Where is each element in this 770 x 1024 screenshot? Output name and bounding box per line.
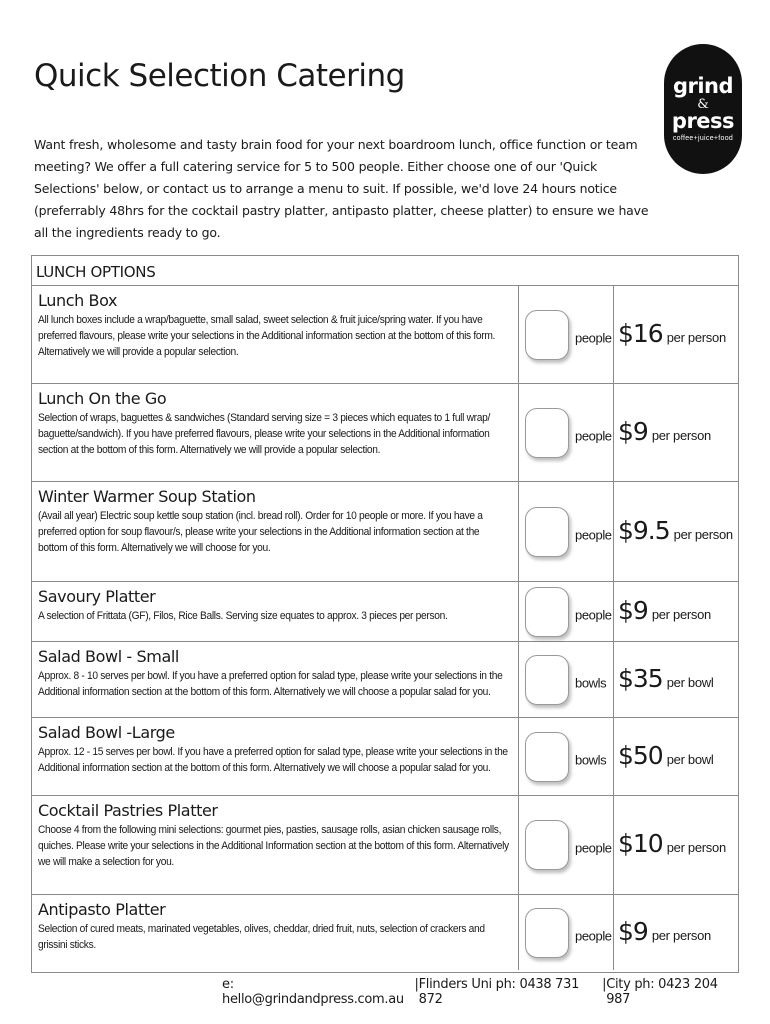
quantity-unit: people [575, 928, 612, 943]
menu-row-salad-bowl-large [32, 718, 738, 796]
quantity-input-box[interactable] [525, 507, 569, 557]
footer-uni-phone: Flinders Uni ph: 0438 731 872 [418, 977, 580, 1007]
menu-row-savoury-platter [32, 582, 738, 642]
logo-ampersand: & [697, 97, 709, 112]
footer-city-phone: City ph: 0423 204 987 [606, 977, 718, 1007]
footer-separator: | [414, 977, 419, 992]
quantity-unit: bowls [575, 675, 607, 690]
price-cell [614, 482, 738, 581]
intro-paragraph: Want fresh, wholesome and tasty brain food for your next boardroom lunch, office function or team meeting? We offer a full catering service for 5 to 500 people. Either choose one of our 'Quick Selections' below, or contact us to arrange a menu to suit. If possible, we'd love 24 hours notice (preferrably 48hrs for the cocktail pastry platter, antipasto platter, cheese platter) to ensure we have all the ingredients ready to go. [34, 137, 649, 240]
menu-row-winter-warmer-soup-station [32, 482, 738, 582]
item-name: Salad Bowl -Large [38, 723, 175, 742]
item-name: Savoury Platter [38, 587, 156, 606]
quantity-unit: people [575, 330, 612, 345]
footer-email[interactable]: e: hello@grindandpress.com.au [222, 977, 404, 1007]
quantity-input-box[interactable] [525, 310, 569, 360]
price-amount: $9 [618, 416, 648, 446]
quantity-cell [519, 582, 614, 641]
quantity-unit: bowls [575, 752, 607, 767]
item-description-cell [32, 895, 519, 970]
quantity-unit: people [575, 607, 612, 622]
price-amount: $50 [618, 740, 663, 770]
menu-row-salad-bowl-small [32, 642, 738, 718]
quantity-cell [519, 895, 614, 970]
price-amount: $9.5 [618, 515, 670, 545]
quantity-cell [519, 718, 614, 795]
quantity-cell [519, 286, 614, 383]
grind-and-press-logo [664, 44, 742, 174]
section-title: LUNCH OPTIONS [32, 256, 738, 286]
item-name: Antipasto Platter [38, 900, 166, 919]
price-cell [614, 895, 738, 970]
quantity-input-box[interactable] [525, 820, 569, 870]
price-cell [614, 796, 738, 894]
price-unit: per person [666, 329, 726, 345]
price-amount: $35 [618, 663, 663, 693]
quantity-cell [519, 482, 614, 581]
price-cell [614, 718, 738, 795]
logo-tagline: coffee+juice+food [672, 135, 734, 142]
menu-row-lunch-on-the-go [32, 384, 738, 482]
quantity-input-box[interactable] [525, 655, 569, 705]
item-name: Lunch On the Go [38, 389, 167, 408]
contact-footer [222, 977, 742, 1007]
quantity-input-box[interactable] [525, 908, 569, 958]
price-unit: per bowl [666, 674, 714, 690]
price-cell [614, 642, 738, 717]
price-cell [614, 286, 738, 383]
item-name: Cocktail Pastries Platter [38, 801, 218, 820]
price-unit: per person [673, 526, 733, 542]
item-description: Approx. 12 - 15 serves per bowl. If you have a preferred option for salad type, please write your selections in the Additional information section at the bottom of this form. Alternatively we will choose a popular salad for you. [38, 746, 508, 774]
item-description: Approx. 8 - 10 serves per bowl. If you have a preferred option for salad type, please write your selections in the Additional information section at the bottom of this form. Alternatively we will choose a popular salad for you. [38, 670, 503, 698]
item-description-cell [32, 796, 519, 894]
price-amount: $9 [618, 595, 648, 625]
price-unit: per person [651, 427, 711, 443]
quantity-input-box[interactable] [525, 732, 569, 782]
item-name: Salad Bowl - Small [38, 647, 179, 666]
menu-row-lunch-box [32, 286, 738, 384]
price-cell [614, 384, 738, 481]
price-unit: per person [651, 606, 711, 622]
logo-word-grind: grind [672, 74, 734, 98]
quantity-cell [519, 384, 614, 481]
quantity-unit: people [575, 527, 612, 542]
logo-word-press: press [671, 109, 735, 133]
item-description-cell [32, 582, 519, 641]
quantity-unit: people [575, 428, 612, 443]
item-description: A selection of Frittata (GF), Filos, Rice Balls. Serving size equates to approx. 3 pieces per person. [38, 610, 448, 622]
item-description: (Avail all year) Electric soup kettle soup station (incl. bread roll). Order for 10 people or more. If you have a preferred option for soup flavour/s, please write your selections in the Additional information section at the bottom of this form. Alternatively we will choose for you. [38, 510, 483, 554]
price-cell [614, 582, 738, 641]
menu-row-antipasto-platter [32, 895, 738, 970]
item-description: Selection of wraps, baguettes & sandwiches (Standard serving size = 3 pieces which equates to 1 full wrap/ baguette/sandwich). If you have preferred flavours, please write your selections in the Additional information section at the bottom of this form. Alternatively we will provide a popular selection. [38, 412, 490, 456]
menu-row-cocktail-pastries-platter [32, 796, 738, 895]
lunch-options-table [31, 255, 739, 973]
item-description-cell [32, 482, 519, 581]
item-description: Choose 4 from the following mini selections: gourmet pies, pasties, sausage rolls, asian chicken sausage rolls, quiches. Please write your selections in the Additional Information section at the bottom of this form. Alternatively we will make a selection for you. [38, 824, 509, 868]
price-unit: per person [666, 840, 726, 856]
price-unit: per bowl [666, 751, 714, 767]
quantity-input-box[interactable] [525, 587, 569, 637]
price-amount: $9 [618, 916, 648, 946]
price-amount: $16 [618, 318, 663, 348]
item-description: Selection of cured meats, marinated vegetables, olives, cheddar, dried fruit, nuts, selection of crackers and grissini sticks. [38, 923, 485, 951]
item-name: Lunch Box [38, 291, 118, 310]
price-amount: $10 [618, 829, 663, 859]
quantity-cell [519, 642, 614, 717]
item-description: All lunch boxes include a wrap/baguette, small salad, sweet selection & fruit juice/spring water. If you have preferred flavours, please write your selections in the Additional information section at the bottom of this form. Alternatively we will provide a popular selection. [38, 314, 496, 358]
page-title: Quick Selection Catering [34, 58, 405, 94]
item-name: Winter Warmer Soup Station [38, 487, 256, 506]
item-description-cell [32, 642, 519, 717]
quantity-input-box[interactable] [525, 408, 569, 458]
quantity-unit: people [575, 840, 612, 856]
footer-separator: | [602, 977, 607, 992]
item-description-cell [32, 286, 519, 383]
quantity-cell [519, 796, 614, 894]
item-description-cell [32, 718, 519, 795]
item-description-cell [32, 384, 519, 481]
price-unit: per person [651, 927, 711, 943]
